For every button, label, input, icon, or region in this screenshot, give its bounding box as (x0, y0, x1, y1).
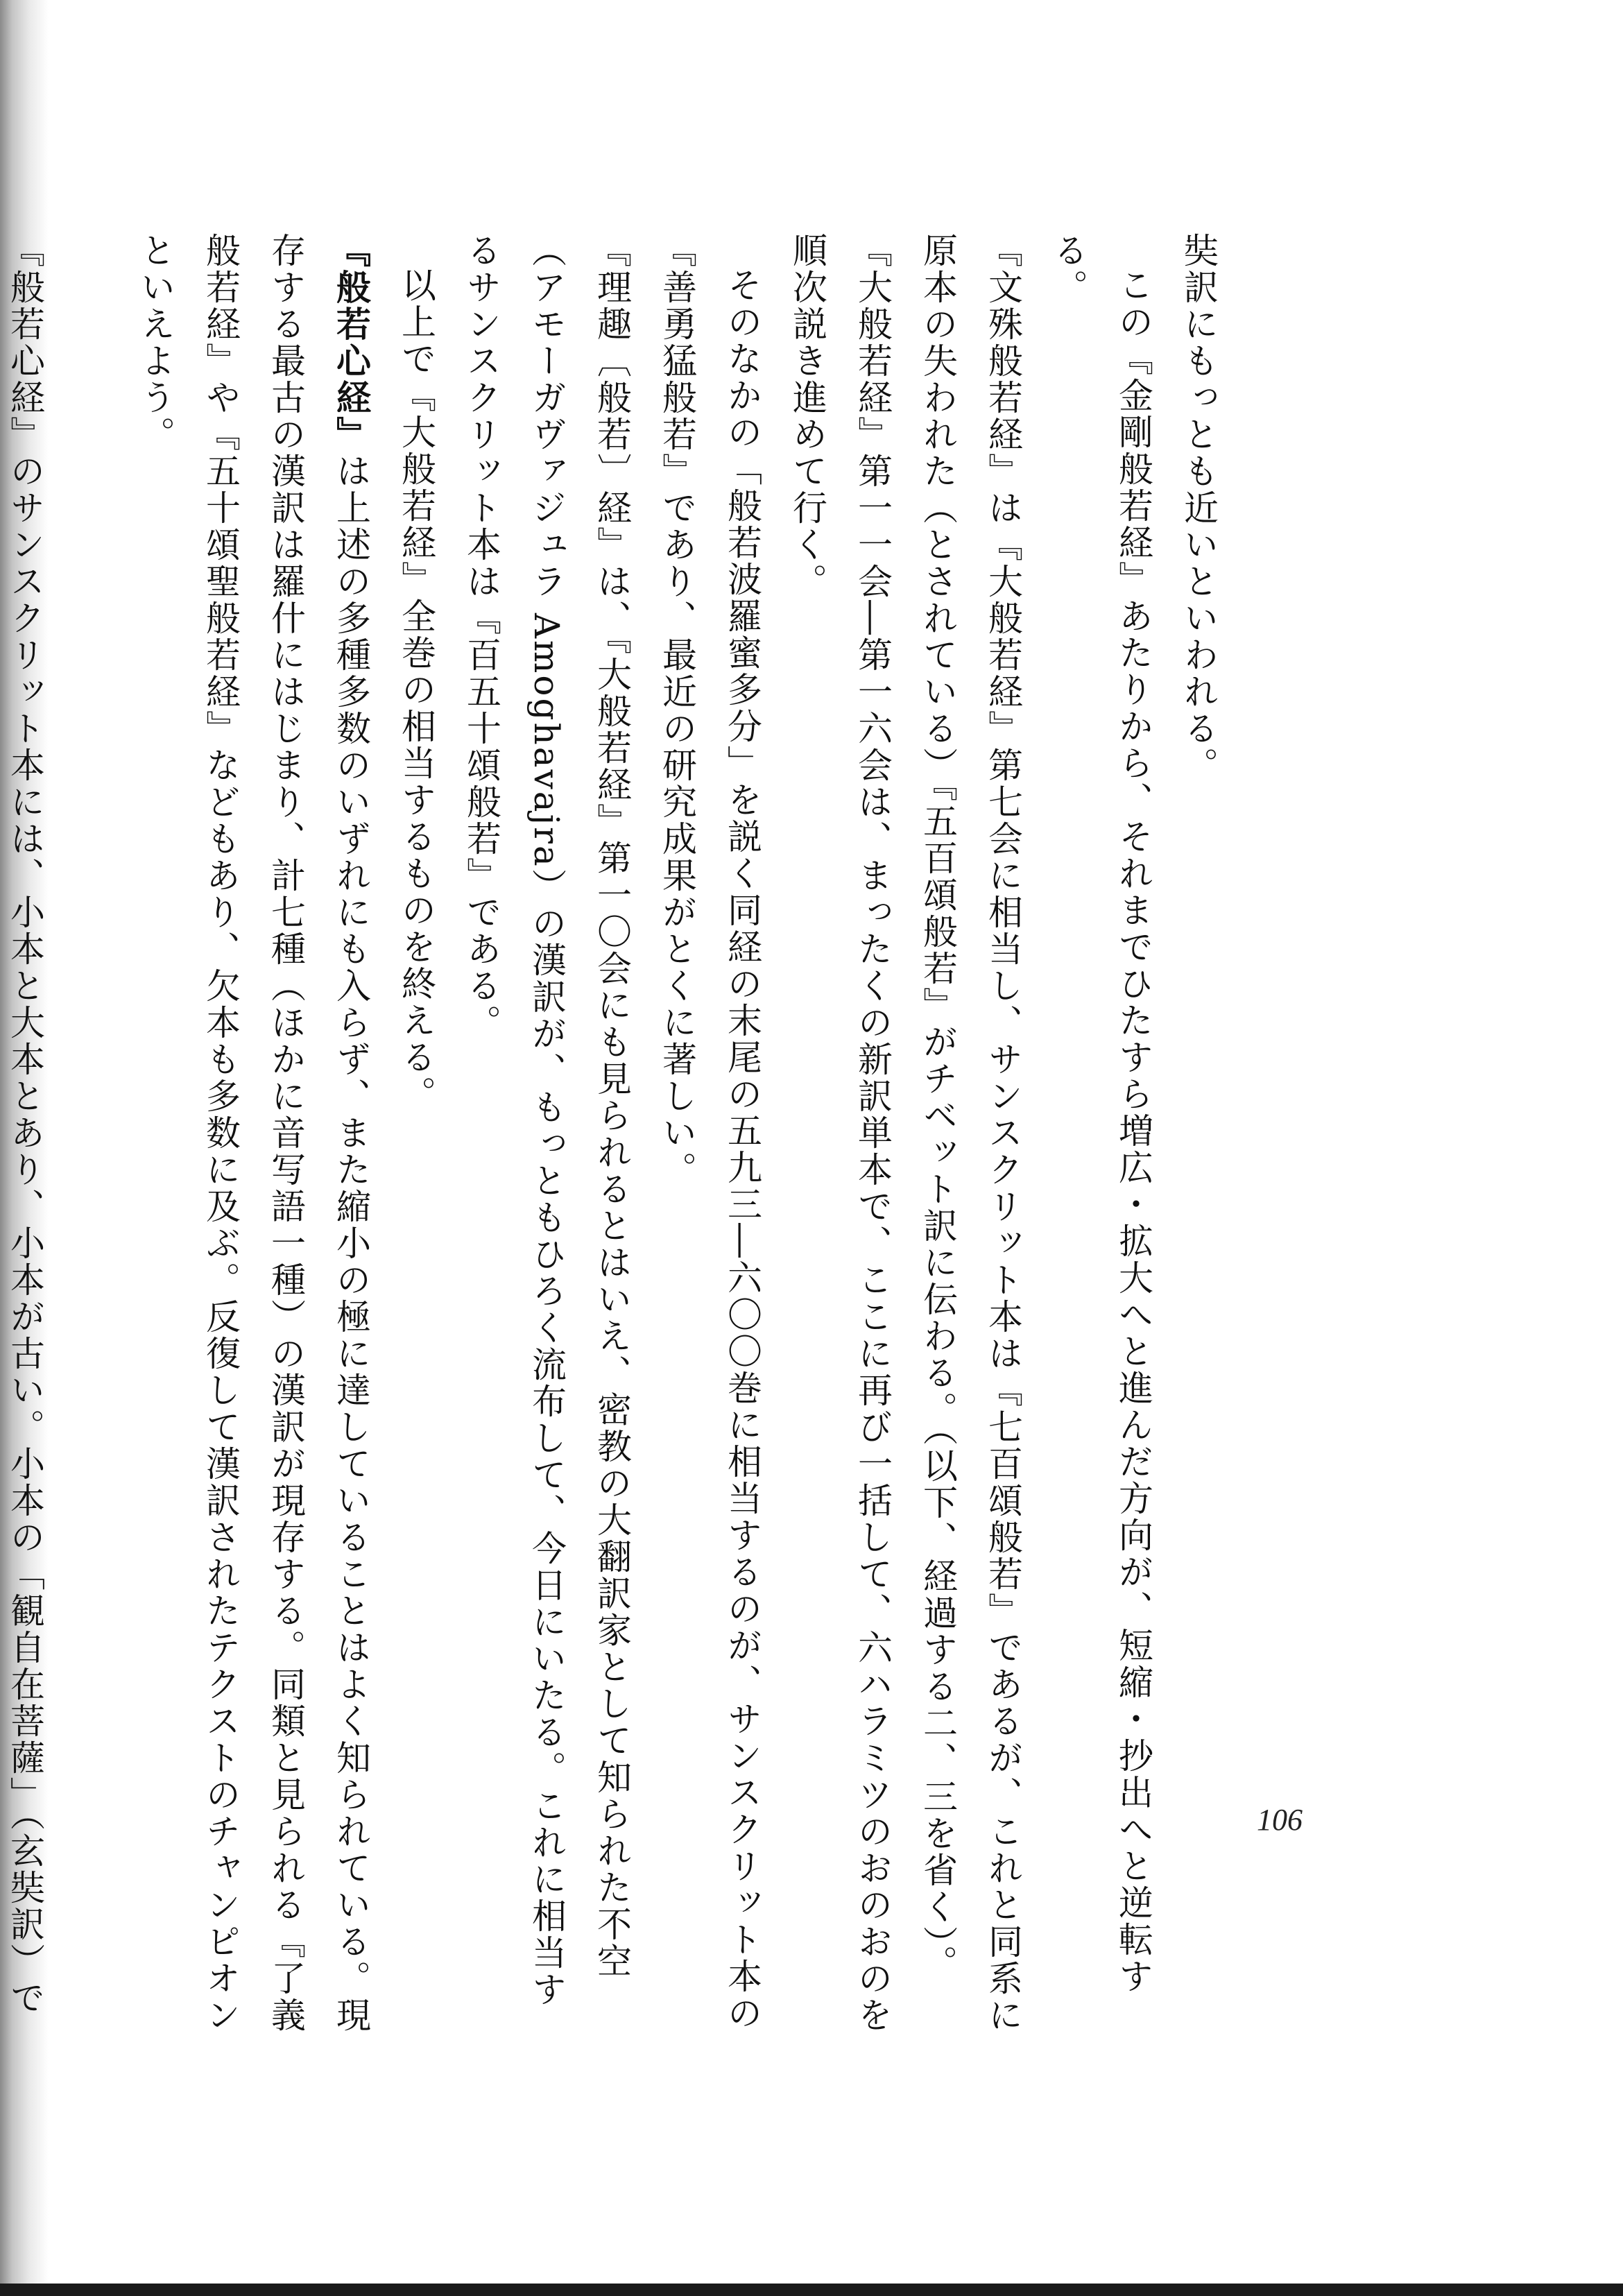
paragraph-7: 以上で『大般若経』全巻の相当するものを終える。 (396, 267, 436, 1113)
page-number: 106 (1257, 1803, 1303, 1837)
paragraph-9: 『般若心経』のサンスクリット本には、小本と大本とあり、小本が古い。小本の「観自在菩薩」（玄奘訳）で (5, 232, 45, 2016)
paragraph-3: 『文殊般若経』は『大般若経』第七会に相当し、サンスクリット本は『七百頌般若』であるが、これと同系に原本の失われた（とされている）『五百頌般若』がチベット訳に伝わる。（以下、経過する二、三を省く）。 (918, 232, 1023, 2034)
paragraph-5: そのなかの「般若波羅蜜多分」を説く同経の末尾の五九三―六〇〇巻に相当するのが、サンスクリット本の『善勇猛般若』であり、最近の研究成果がとくに著しい。 (657, 232, 762, 2032)
section-heading-hannya-shingyo: 『般若心経』 (331, 232, 372, 453)
paragraph-1: 奘訳にもっとも近いといわれる。 (1178, 232, 1219, 784)
paragraph-8 (123, 232, 384, 2036)
vertical-text-body (0, 232, 1231, 2036)
paragraph-8-body: は上述の多種多数のいずれにも入らず、また縮小の極に達していることはよく知られている。現存する最古の漢訳は羅什にはじまり、計七種（ほかに音写語一種）の漢訳が現存する。同類と見られる『了義般若経』や『五十頌聖般若経』などもあり、欠本も多数に及ぶ。反復して漢訳されたテクストのチャンピオンといえよう。 (135, 232, 371, 2034)
paragraph-4: 『大般若経』第一一会―第一六会は、まったくの新訳単本で、ここに再び一括して、六ハラミツのおのおのを順次説き進めて行く。 (787, 232, 893, 2034)
paragraph-6: 『理趣〔般若〕経』は、『大般若経』第一〇会にも見られるとはいえ、密教の大翻訳家として知られた不空（アモーガヴァジュラ Amoghavajra）の漢訳が、もっともひろく流布して、今日にいたる。これに相当するサンスクリット本は『百五十頌般若』である。 (461, 232, 632, 2008)
paragraph-2: この『金剛般若経』あたりから、それまでひたすら増広・拡大へと進んだ方向が、短縮・抄出へと逆転する。 (1048, 232, 1153, 1995)
scan-edge-bottom (0, 2284, 1623, 2296)
